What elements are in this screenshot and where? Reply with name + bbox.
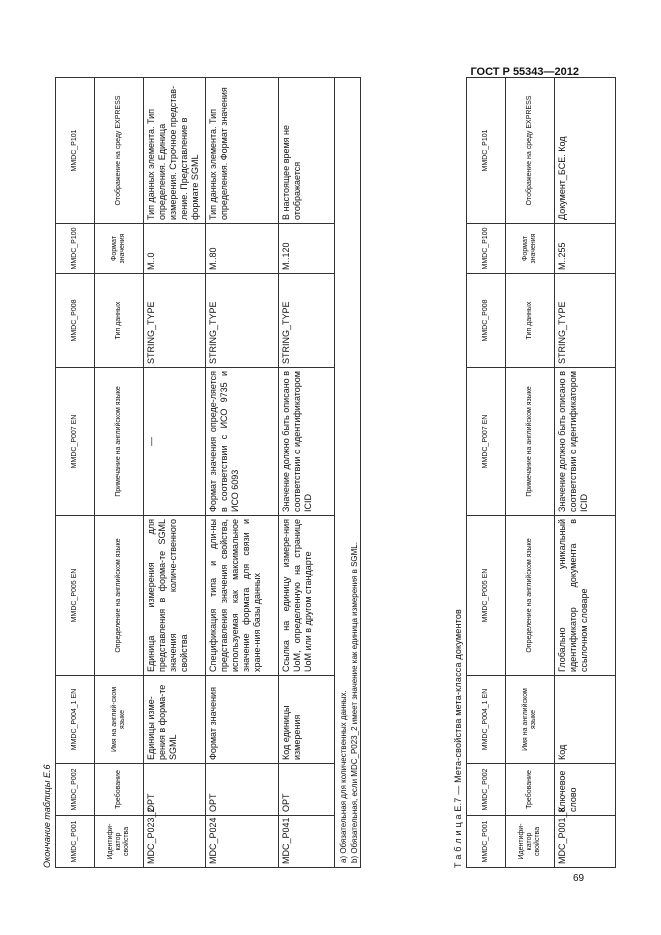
table-e7-block	[451, 78, 593, 868]
header-name-cell: Идентифи-катор свойства	[506, 816, 555, 868]
table-e6	[55, 77, 361, 868]
table-e7-caption: Т а б л и ц а Е.7 — Мета-свойства мета-класса документов	[453, 608, 463, 868]
table-cell: Тип данных элемента. Тип определения. Формат значения	[206, 78, 279, 224]
header-code-cell: MMDC_P008	[56, 274, 95, 368]
table-cell: Значение должно быть описано в соответствии с идентификатором ICID	[279, 368, 335, 516]
header-name-cell: Идентифи-катор свойства	[95, 816, 144, 868]
table-e6-block	[40, 78, 371, 868]
table-cell: MDC_P041	[279, 816, 335, 868]
table-cell: Значение должно быть описано в соответствии с идентификатором ICID	[555, 368, 616, 516]
table-e7	[466, 77, 616, 868]
table-cell: M..120	[279, 224, 335, 274]
table-e6-caption: Окончание таблицы Е.6	[42, 764, 52, 868]
table-cell: OPT	[279, 764, 335, 816]
table-row	[555, 78, 616, 868]
table-cell: Единица измерения для представления в форма-те SGML значения количе-ственного свойства	[144, 516, 206, 676]
table-cell: Документ_БСЕ. Код	[555, 78, 616, 224]
table-cell: M..255	[555, 224, 616, 274]
table-row	[206, 78, 279, 868]
table-cell: Код	[555, 676, 616, 764]
table-cell: M..0	[144, 224, 206, 274]
note-a: a) Обязательная для количественных данных.	[339, 690, 348, 863]
table-cell: STRING_TYPE	[206, 274, 279, 368]
table-cell: MDC_P023_2	[144, 816, 206, 868]
header-code-cell: MMDC_P007 EN	[56, 368, 95, 516]
header-code-cell: MMDC_P008	[467, 274, 506, 368]
table-cell: Глобально уникальный идентификатор документа в ссылочном словаре	[555, 516, 616, 676]
header-code-cell: MMDC_P004_1 EN	[467, 676, 506, 764]
table-e7-code-header-row	[467, 78, 506, 868]
header-code-cell: MMDC_P002	[467, 764, 506, 816]
header-name-cell: Отображение на среду EXPRESS	[95, 78, 144, 224]
table-row	[144, 78, 206, 868]
header-name-cell: Требование	[506, 764, 555, 816]
header-name-cell: Тип данных	[506, 274, 555, 368]
header-code-cell: MMDC_P001	[467, 816, 506, 868]
header-code-cell: MMDC_P005 EN	[56, 516, 95, 676]
header-name-cell: Определение на английском языке	[506, 516, 555, 676]
table-cell: В настоящее время не отображается	[279, 78, 335, 224]
header-code-cell: MMDC_P101	[56, 78, 95, 224]
header-name-cell: Примечание на английском языке	[95, 368, 144, 516]
table-cell: Единицы изме-рения в форма-те SGML	[144, 676, 206, 764]
header-code-cell: MMDC_P002	[56, 764, 95, 816]
header-code-cell: MMDC_P101	[467, 78, 506, 224]
header-code-cell: MMDC_P100	[467, 224, 506, 274]
header-name-cell: Формат значения	[506, 224, 555, 274]
table-cell: Тип данных элемента. Тип определения. Единица измерения. Строчное представ-ление. Представление в формате SGML	[144, 78, 206, 224]
table-cell: STRING_TYPE	[279, 274, 335, 368]
table-cell: STRING_TYPE	[144, 274, 206, 368]
header-code-cell: MMDC_P100	[56, 224, 95, 274]
table-e6-code-header-row	[56, 78, 95, 868]
header-name-cell: Отображение на среду EXPRESS	[506, 78, 555, 224]
table-row	[279, 78, 335, 868]
table-cell: Формат значения опреде-ляется в соответствии с ИСО 9735 и ИСО 6093	[206, 368, 279, 516]
header-name-cell: Требование	[95, 764, 144, 816]
table-cell: Ссылка на единицу измере-ния UoM, определенную на странице UoM или в другом стандарте	[279, 516, 335, 676]
table-cell: STRING_TYPE	[555, 274, 616, 368]
header-name-cell: Формат значения	[95, 224, 144, 274]
header-name-cell: Определение на английском языке	[95, 516, 144, 676]
table-cell: Спецификация типа и дли-ны представления значения свойства, используемая как максимальное значение формата для связи и хране-ния базы данных	[206, 516, 279, 676]
header-code-cell: MMDC_P007 EN	[467, 368, 506, 516]
header-code-cell: MMDC_P001	[56, 816, 95, 868]
page-number: 69	[573, 873, 585, 884]
standard-header: ГОСТ Р 55343—2012	[470, 66, 579, 78]
note-b: b) Обязательная, если MDC_P023_2 имеет значение как единица измерения в SGML.	[350, 542, 359, 863]
table-cell: Ключевое слово	[555, 764, 616, 816]
header-name-cell: Примечание на английском языке	[506, 368, 555, 516]
table-notes	[335, 78, 361, 868]
header-name-cell: Имя на английском языке	[506, 676, 555, 764]
table-cell: —	[144, 368, 206, 516]
table-cell: Формат значения	[206, 676, 279, 764]
header-name-cell: Тип данных	[95, 274, 144, 368]
table-cell: Код единицы измерения	[279, 676, 335, 764]
table-cell: MDC_P001_8	[555, 816, 616, 868]
table-cell: M..80	[206, 224, 279, 274]
table-notes-row	[335, 78, 361, 868]
header-code-cell: MMDC_P005 EN	[467, 516, 506, 676]
header-name-cell: Имя на англий-ском языке	[95, 676, 144, 764]
table-cell: MDC_P024	[206, 816, 279, 868]
header-code-cell: MMDC_P004_1 EN	[56, 676, 95, 764]
table-cell: OPT	[206, 764, 279, 816]
table-cell: OPT	[144, 764, 206, 816]
table-e6-name-header-row	[95, 78, 144, 868]
table-e7-name-header-row	[506, 78, 555, 868]
